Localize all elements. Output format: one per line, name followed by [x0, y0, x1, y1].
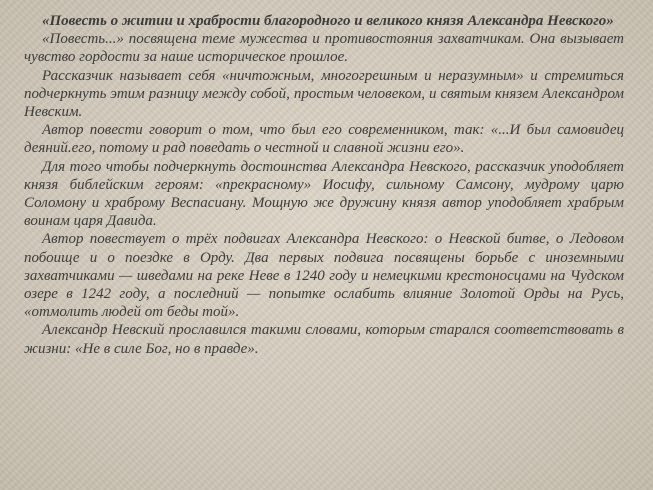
text-block [24, 12, 624, 358]
paragraph-biblical-heroes: Для того чтобы подчеркнуть достоинства Александра Невского, рассказчик уподобляет князя библейским героям: «прекрасному» Иосифу, сильному Самсону, мудрому царю Соломону и храброму Веспасиану. Мощную же дружину князя автор уподобляет храбрым воинам царя Давида. [24, 158, 624, 230]
document-title: «Повесть о житии и храбрости благородного и великого князя Александра Невского» [42, 13, 614, 29]
paragraph-contemporary: Автор повести говорит о том, что был его современником, так: «...И был самовидец деяний.его, потому и рад поведать о честной и славной жизни его». [24, 122, 624, 157]
paragraph-famous-words: Александр Невский прославился такими словами, которым старался соответствовать в жизни: «Не в силе Бог, но в правде». [24, 322, 624, 357]
paragraph-theme: «Повесть...» посвящена теме мужества и противостояния захватчикам. Она вызывает чувство гордости за наше историческое прошлое. [24, 31, 624, 66]
paragraph-three-feats: Автор повествует о трёх подвигах Александра Невского: о Невской битве, о Ледовом побоище и о поездке в Орду. Два первых подвига посвящены борьбе с иноземными захватчиками — шведами на реке Неве в 1240 году и немецкими крестоносцами на Чудском озере в 1242 году, а последний — попытке ослабить влияние Золотой Орды на Русь, «отмолить людей от беды той». [24, 231, 624, 321]
paragraph-narrator: Рассказчик называет себя «ничтожным, многогрешным и неразумным» и стремиться подчеркнуть этим разницу между собой, простым человеком, и святым князем Александром Невским. [24, 67, 624, 121]
